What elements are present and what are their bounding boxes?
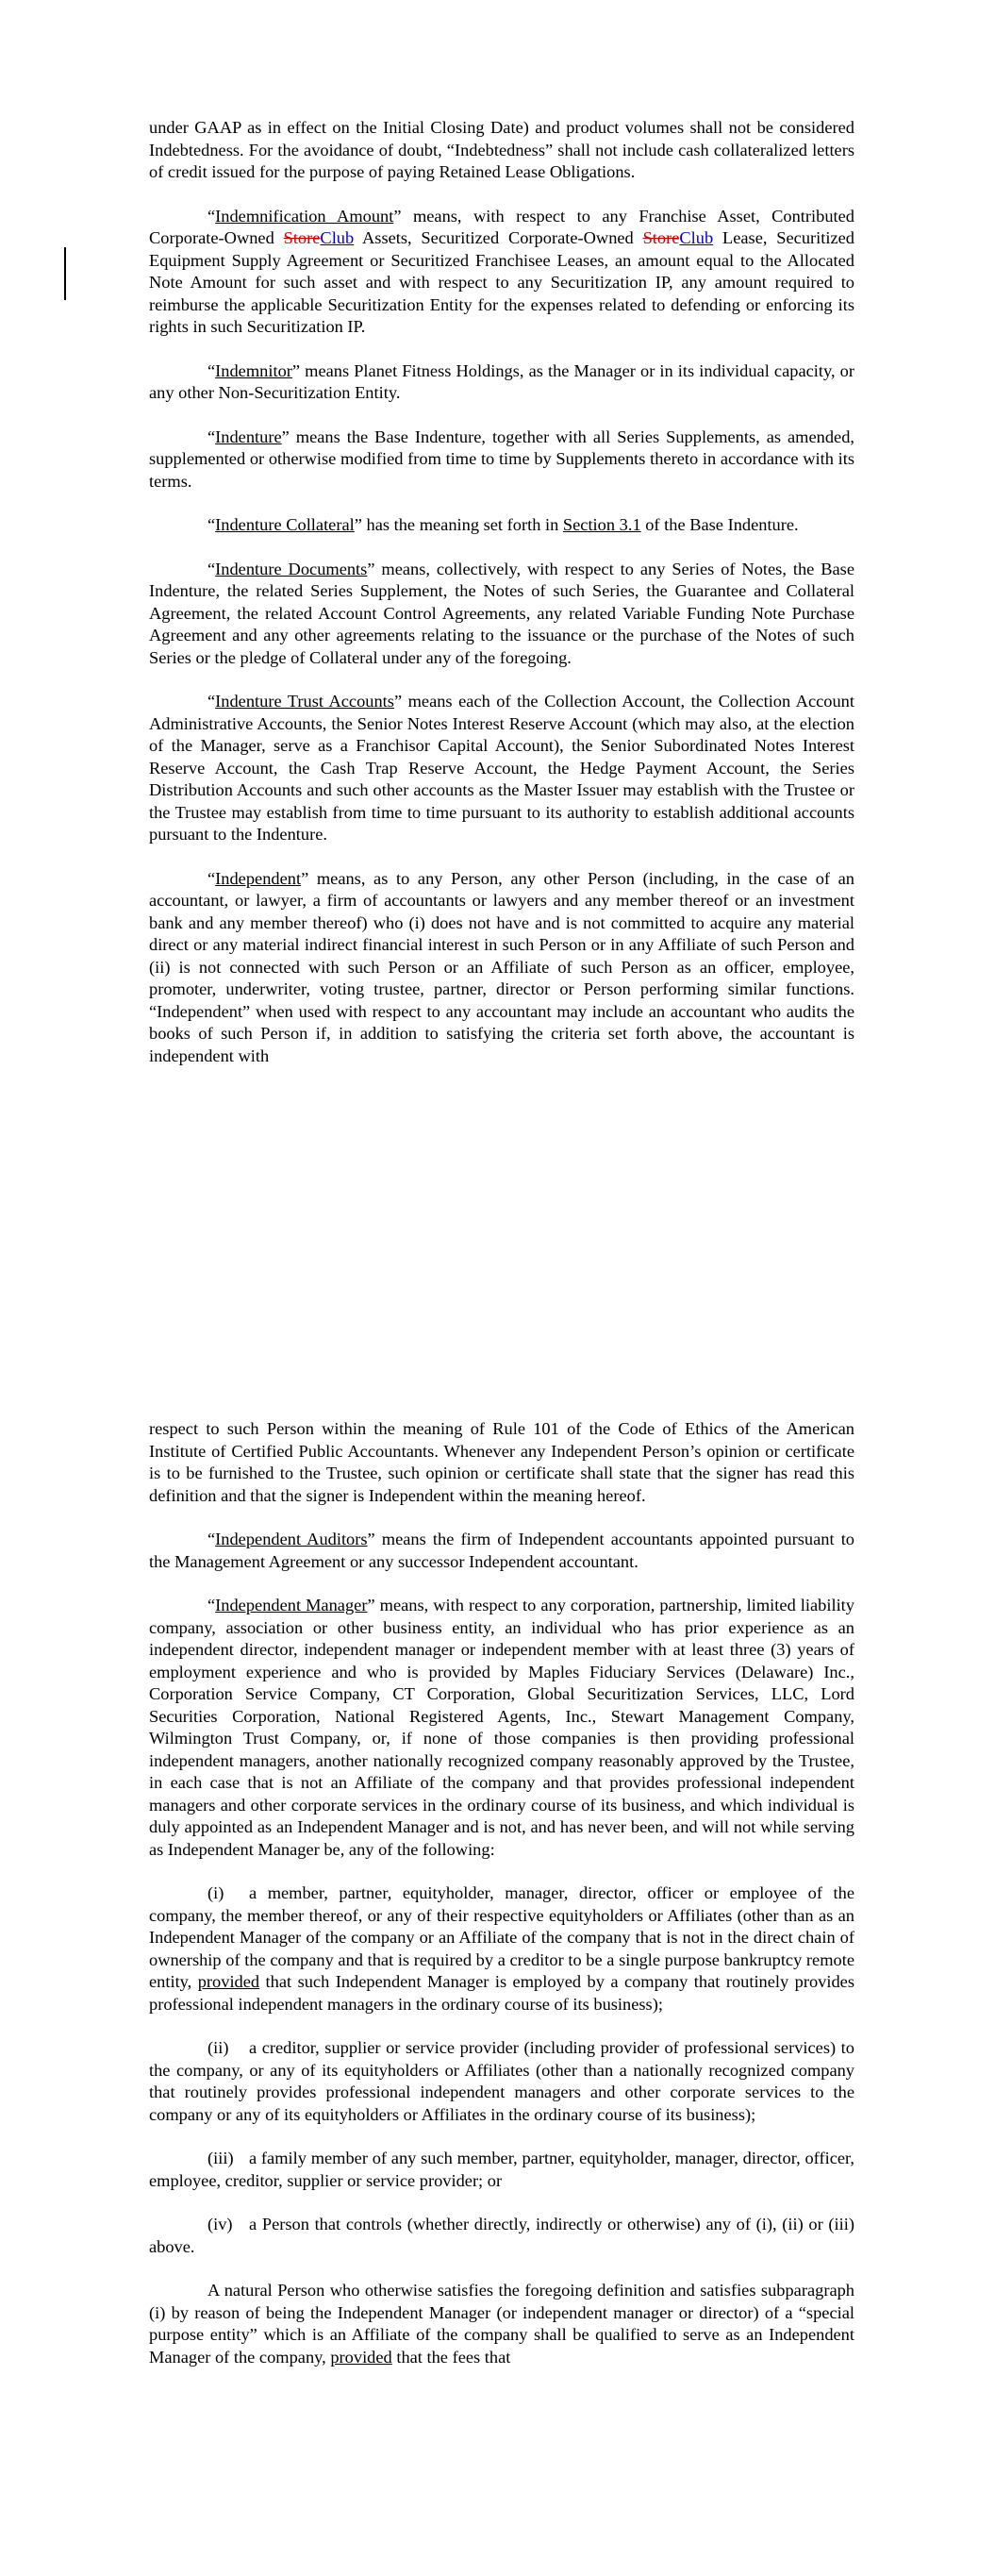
paragraph-text: that the fees that	[391, 2347, 511, 2367]
definition-indenture-trust-accounts	[149, 691, 854, 846]
defined-term: Independent Auditors	[215, 1530, 368, 1548]
definition-text: Lease, Securitized Equipment Supply Agreement or Securitized Franchisee Leases, an amount equal to the Allocated Note Amount for such asset and with respect to any Securitization IP, any amount required to reimburse the applicable Securitization Entity for the expenses related to defending or enforcing its rights in such Securitization IP.	[149, 228, 854, 336]
item-number: (iii)	[207, 2149, 234, 2167]
item-number: (ii)	[207, 2038, 229, 2057]
item-text: a family member of any such member, partner, equityholder, manager, director, officer, employee, creditor, supplier or service provider; or	[149, 2149, 854, 2190]
definition-text: ” means the firm of Independent accountants appointed pursuant to the Management Agreement or any successor Independent accountant.	[149, 1530, 854, 1571]
definition-independent	[149, 868, 854, 1068]
item-text: that such Independent Manager is employed by a company that routinely provides professional independent managers in the ordinary course of its business);	[149, 1972, 854, 2014]
definition-text: ” means, collectively, with respect to any Series of Notes, the Base Indenture, the related Series Supplement, the Notes of such Series, the Guarantee and Collateral Agreement, the related Account Control Agreements, any related Variable Funding Note Purchase Agreement and any other agreements relating to the issuance or the purchase of the Notes of such Series or the pledge of Collateral under any of the foregoing.	[149, 559, 854, 667]
revision-change-bar	[64, 247, 66, 300]
paragraph-independent-continued: respect to such Person within the meaning of Rule 101 of the Code of Ethics of the American Institute of Certified Public Accountants. Whenever any Independent Person’s opinion or certificate is to be furnished to the Trustee, such opinion or certificate shall state that the signer has read this definition and that the signer is Independent within the meaning hereof.	[149, 1419, 854, 1505]
open-quote: “	[207, 868, 216, 888]
definition-text: ” means Planet Fitness Holdings, as the Manager or in its individual capacity, or any other Non-Securitization Entity.	[149, 360, 854, 402]
open-quote: “	[207, 1596, 216, 1614]
definition-text: Assets, Securitized Corporate-Owned	[354, 228, 643, 247]
defined-term: Indenture	[215, 427, 282, 446]
open-quote: “	[207, 692, 216, 711]
paragraph-natural-person	[149, 2280, 854, 2368]
deleted-text: Store	[283, 228, 321, 247]
definition-text: ” means, as to any Person, any other Person (including, in the case of an accountant, or lawyer, a firm of accountants or lawyers and any member thereof or an investment bank and any member thereof) who (i) does not have and is not committed to acquire any material direct or any material indirect financial interest in such Person or in any Affiliate of such Person and (ii) is not connected with such Person or an Affiliate of such Person as an officer, employee, promoter, underwriter, voting trustee, partner, director or Person performing similar functions. “Independent” when used with respect to any accountant may include an accountant who audits the books of such Person if, in addition to satisfying the criteria set forth above, the accountant is independent with	[149, 868, 854, 1065]
page-2-text	[149, 1418, 854, 2390]
open-quote: “	[207, 360, 216, 380]
definition-text: ” means, with respect to any corporation, partnership, limited liability company, association or other business entity, an individual who has prior experience as an independent director, independent manager or independent member with at least three (3) years of employment experience and who is provided by Maples Fiduciary Services (Delaware) Inc., Corporation Service Company, CT Corporation, Global Securitization Services, LLC, Lord Securities Corporation, National Registered Agents, Inc., Stewart Management Company, Wilmington Trust Company, or, if none of those companies is then providing professional independent managers, another nationally recognized company reasonably approved by the Trustee, in each case that is not an Affiliate of the company and that provides professional independent managers and other corporate services in the ordinary course of its business, and which individual is duly appointed as an Independent Manager and is not, and has never been, and will not while serving as Independent Manager be, any of the following:	[149, 1596, 854, 1859]
defined-term: Independent	[215, 868, 302, 888]
open-quote: “	[207, 559, 216, 578]
inserted-text: Club	[320, 228, 355, 247]
definition-indemnitor	[149, 360, 854, 405]
item-number: (iv)	[207, 2215, 233, 2233]
defined-term: Independent Manager	[215, 1596, 368, 1614]
definition-text: ” means each of the Collection Account, the Collection Account Administrative Accounts, the Senior Notes Interest Reserve Account (which may also, at the election of the Manager, serve as a Franchisor Capital Account), the Senior Subordinated Notes Interest Reserve Account, the Cash Trap Reserve Account, the Hedge Payment Account, the Series Distribution Accounts and such other accounts as the Master Issuer may establish with the Trustee or the Trustee may establish from time to time pursuant to its authority to establish additional accounts pursuant to the Indenture.	[149, 692, 854, 844]
defined-term: Indenture Collateral	[215, 515, 355, 534]
definition-independent-auditors	[149, 1529, 854, 1573]
deleted-text: Store	[642, 228, 680, 247]
defined-term: Indenture Documents	[215, 559, 368, 578]
definition-indenture-documents	[149, 559, 854, 670]
definition-text: ” means, with respect to any Franchise Asset, Contributed Corporate-Owned	[149, 206, 854, 247]
open-quote: “	[207, 206, 216, 226]
item-text: a member, partner, equityholder, manager, director, officer or employee of the company, the member thereof, or any of their respective equityholders or Affiliates (other than as an Independent Manager of the company or an Affiliate of the company that is not in the direct chain of ownership of the company and that is required by a creditor to be a single purpose bankruptcy remote entity,	[149, 1883, 854, 1991]
definition-indenture-collateral	[149, 514, 854, 537]
definition-indenture	[149, 427, 854, 493]
item-text: a Person that controls (whether directly, indirectly or otherwise) any of (i), (ii) or (iii) above.	[149, 2215, 854, 2256]
paragraph-indebtedness-continued: under GAAP as in effect on the Initial Closing Date) and product volumes shall not be considered Indebtedness. For the avoidance of doubt, “Indebtedness” shall not include cash collateralized letters of credit issued for the purpose of paying Retained Lease Obligations.	[149, 118, 854, 181]
definition-text: ” has the meaning set forth in	[354, 515, 563, 534]
definition-indemnification-amount	[149, 206, 854, 339]
list-item-i	[149, 1882, 854, 2016]
paragraph-text: A natural Person who otherwise satisfies the foregoing definition and satisfies subparagraph (i) by reason of being the Independent Manager (or independent manager or director) of a “special purpose entity” which is an Affiliate of the company shall be qualified to serve as an Independent Manager of the company,	[149, 2281, 854, 2367]
defined-term: Indenture Trust Accounts	[215, 692, 394, 711]
open-quote: “	[207, 1530, 216, 1548]
list-item-iii	[149, 2148, 854, 2192]
definition-text: of the Base Indenture.	[640, 515, 799, 534]
defined-term: Indemnification Amount	[215, 206, 394, 226]
list-item-ii	[149, 2037, 854, 2126]
definition-text: ” means the Base Indenture, together with all Series Supplements, as amended, supplemented or otherwise modified from time to time by Supplements thereto in accordance with its terms.	[149, 427, 854, 491]
open-quote: “	[207, 427, 216, 446]
definition-independent-manager	[149, 1595, 854, 1861]
list-item-iv	[149, 2214, 854, 2258]
open-quote: “	[207, 515, 216, 534]
item-number: (i)	[207, 1883, 224, 1902]
item-text: a creditor, supplier or service provider (including provider of professional services) to the company, or any of its equityholders or Affiliates (other than a nationally recognized company that routinely provides professional independent managers and other corporate services to the company or any of its equityholders or Affiliates in the ordinary course of its business);	[149, 2038, 854, 2124]
page-1-text	[149, 117, 854, 1089]
section-reference: Section 3.1	[562, 515, 641, 534]
proviso-term: provided	[197, 1972, 260, 1991]
proviso-term: provided	[330, 2347, 392, 2367]
inserted-text: Club	[679, 228, 714, 247]
defined-term: Indemnitor	[215, 360, 292, 380]
